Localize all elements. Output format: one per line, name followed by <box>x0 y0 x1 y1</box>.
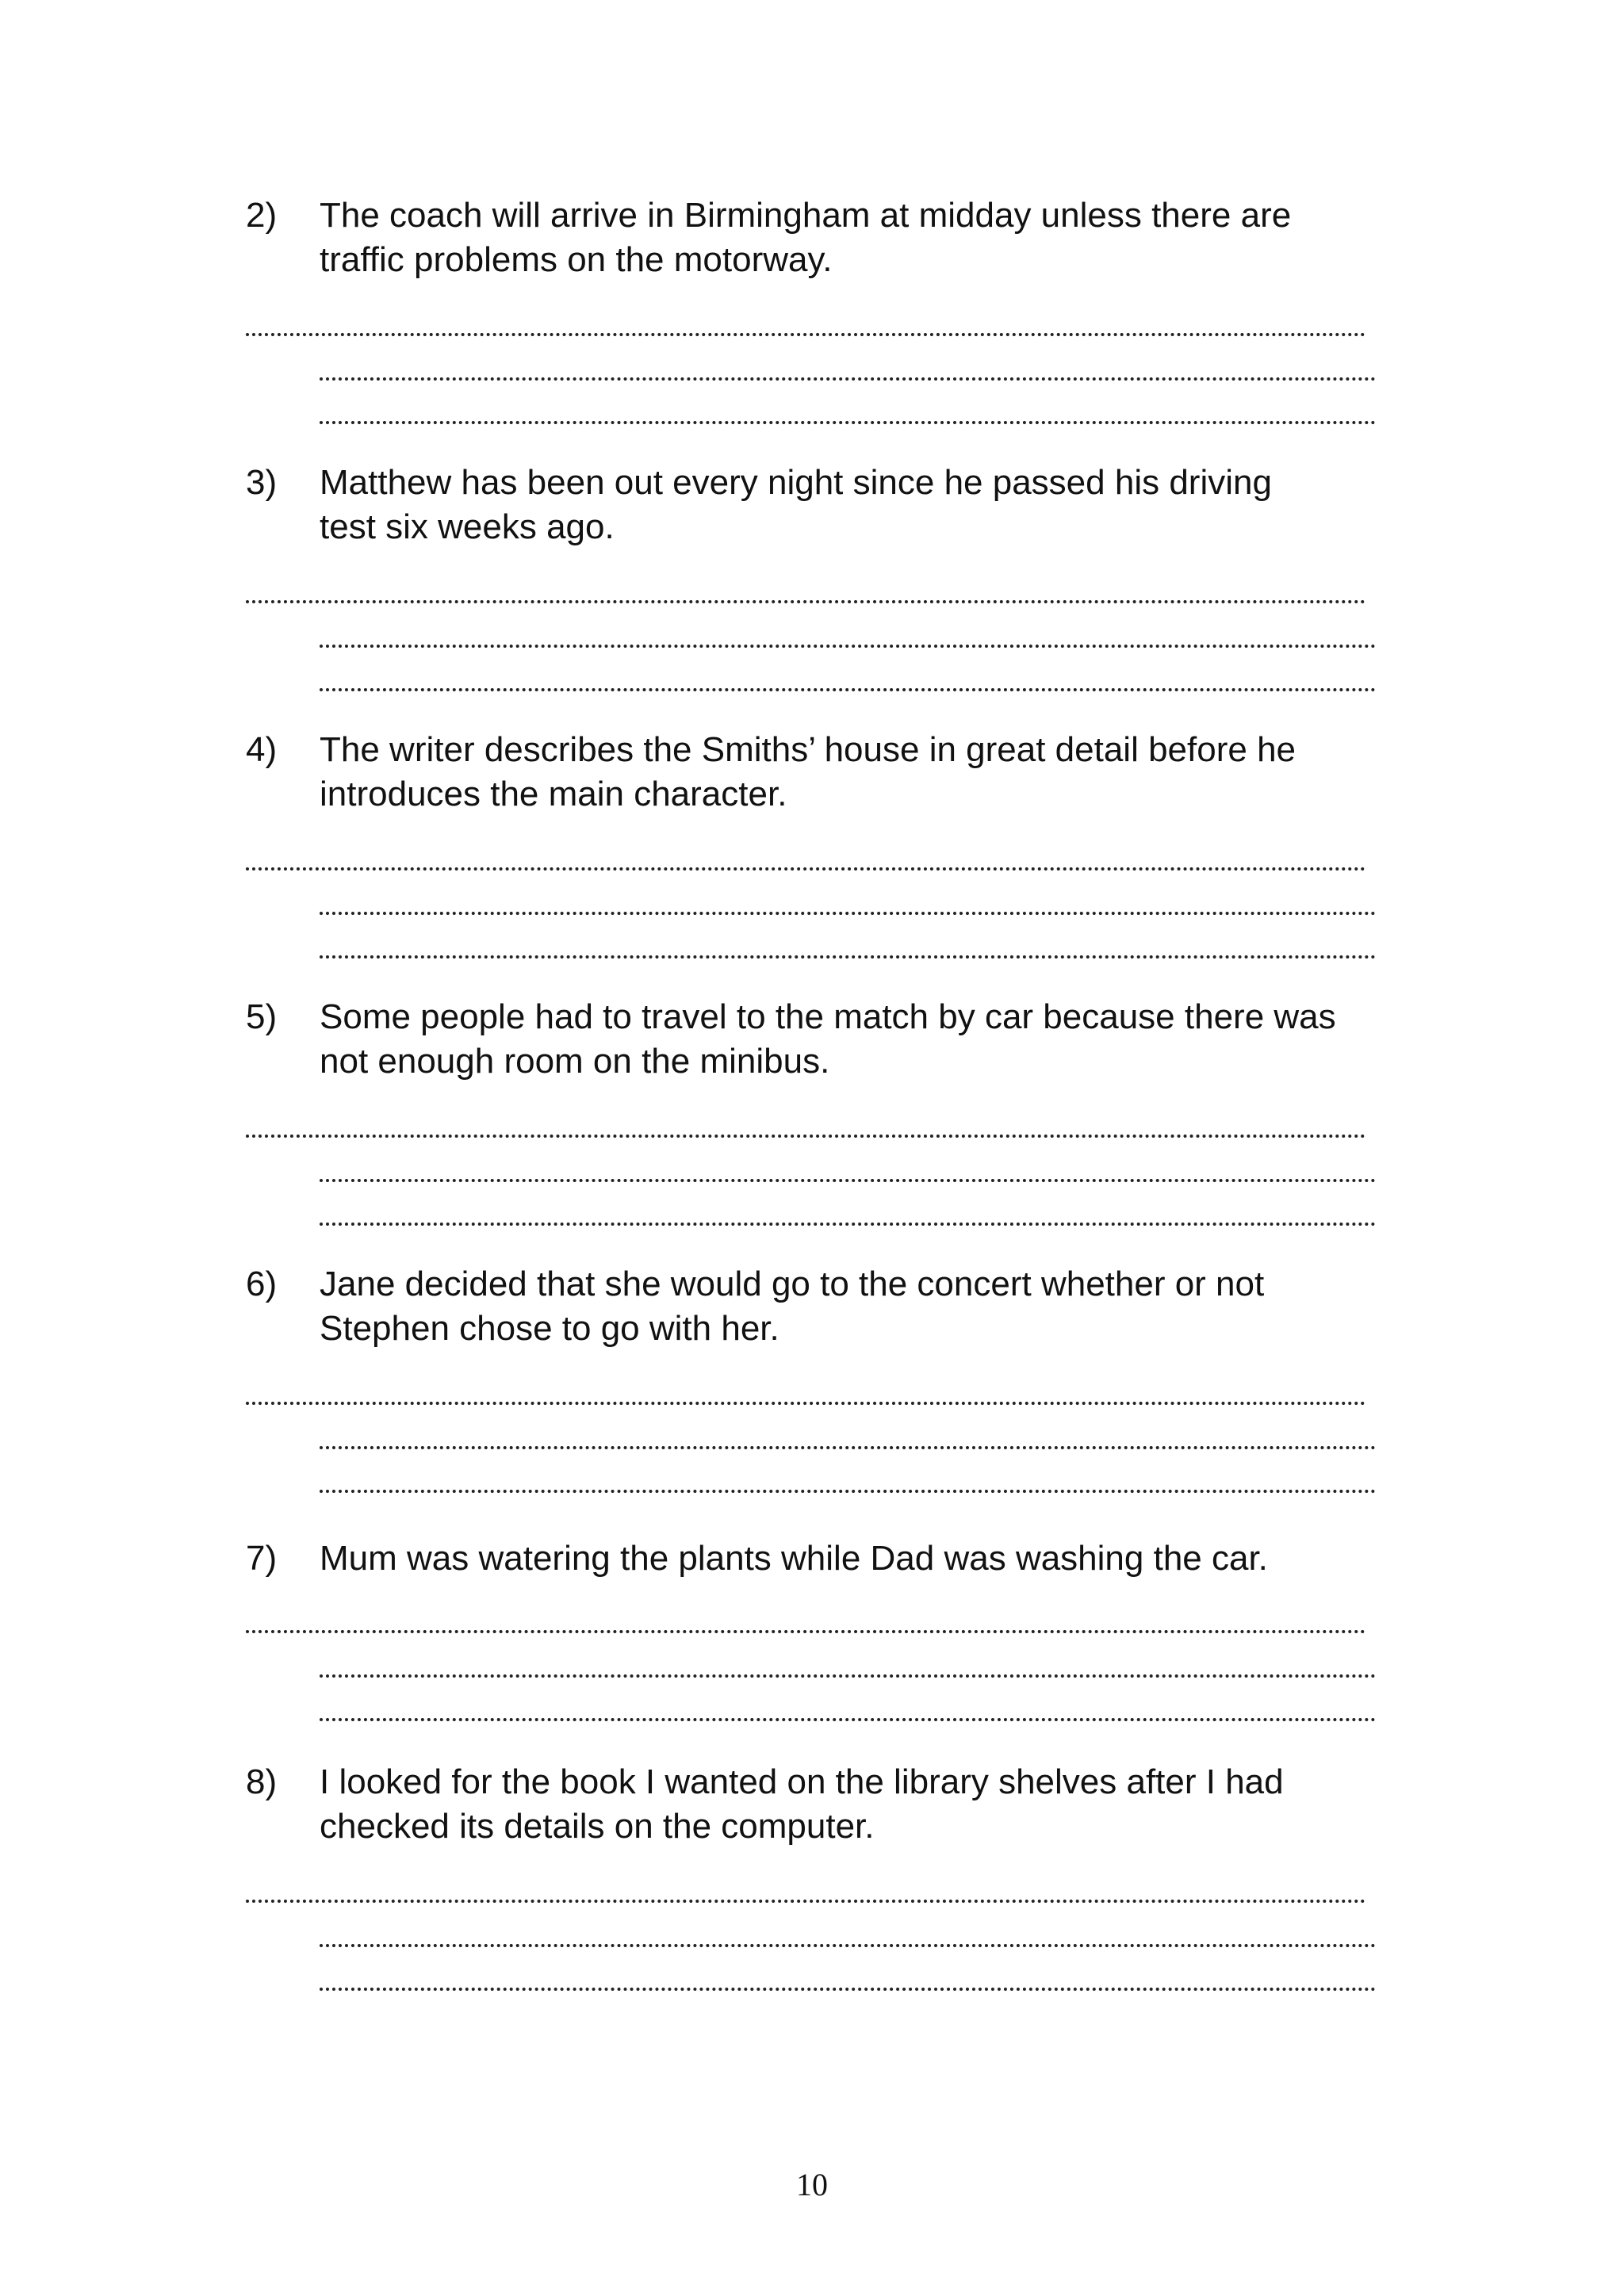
question-number: 5) <box>246 997 278 1036</box>
question-number: 3) <box>246 463 278 502</box>
question-text-line: Matthew has been out every night since he passed his driving <box>320 463 1272 502</box>
answer-line[interactable] <box>320 1490 1376 1493</box>
question-text-line: Mum was watering the plants while Dad was washing the car. <box>320 1539 1268 1578</box>
page-number: 10 <box>796 2167 828 2202</box>
question-text <box>320 193 1398 282</box>
question-text-line: Stephen chose to go with her. <box>320 1309 779 1348</box>
answer-line[interactable] <box>320 377 1376 381</box>
question-text-line: introduces the main character. <box>320 775 787 813</box>
answer-line[interactable] <box>246 1135 1365 1138</box>
question-number: 7) <box>246 1539 278 1578</box>
question-text-line: Some people had to travel to the match by car because there was <box>320 997 1336 1036</box>
answer-line[interactable] <box>320 912 1376 915</box>
answer-line[interactable] <box>320 688 1376 691</box>
answer-line[interactable] <box>246 867 1365 871</box>
question-text <box>320 1760 1398 1849</box>
answer-line[interactable] <box>246 1402 1365 1405</box>
answer-line[interactable] <box>246 1630 1365 1633</box>
question-text-line: not enough room on the minibus. <box>320 1042 830 1081</box>
answer-line[interactable] <box>320 1674 1376 1678</box>
answer-line[interactable] <box>246 1900 1365 1903</box>
question-number: 6) <box>246 1265 278 1303</box>
question-text-line: traffic problems on the motorway. <box>320 240 833 279</box>
question-text-line: test six weeks ago. <box>320 507 615 546</box>
answer-line[interactable] <box>320 1944 1376 1947</box>
question-text <box>320 1536 1398 1581</box>
answer-line[interactable] <box>320 421 1376 424</box>
answer-line[interactable] <box>246 333 1365 336</box>
question-text <box>320 728 1398 817</box>
question-text <box>320 1262 1398 1351</box>
answer-line[interactable] <box>320 1446 1376 1449</box>
question-number: 4) <box>246 730 278 769</box>
answer-line[interactable] <box>320 1223 1376 1226</box>
question-text <box>320 995 1398 1084</box>
question-text-line: The coach will arrive in Birmingham at midday unless there are <box>320 196 1292 235</box>
answer-line[interactable] <box>320 1718 1376 1721</box>
question-number: 2) <box>246 196 278 235</box>
answer-line[interactable] <box>320 1988 1376 1991</box>
answer-line[interactable] <box>320 955 1376 959</box>
question-text-line: I looked for the book I wanted on the library shelves after I had <box>320 1762 1284 1801</box>
question-text <box>320 461 1398 549</box>
question-text-line: The writer describes the Smiths’ house in great detail before he <box>320 730 1297 769</box>
answer-line[interactable] <box>320 1179 1376 1182</box>
answer-line[interactable] <box>246 600 1365 603</box>
answer-line[interactable] <box>320 645 1376 648</box>
question-number: 8) <box>246 1762 278 1801</box>
question-text-line: Jane decided that she would go to the concert whether or not <box>320 1265 1265 1303</box>
question-text-line: checked its details on the computer. <box>320 1807 875 1846</box>
